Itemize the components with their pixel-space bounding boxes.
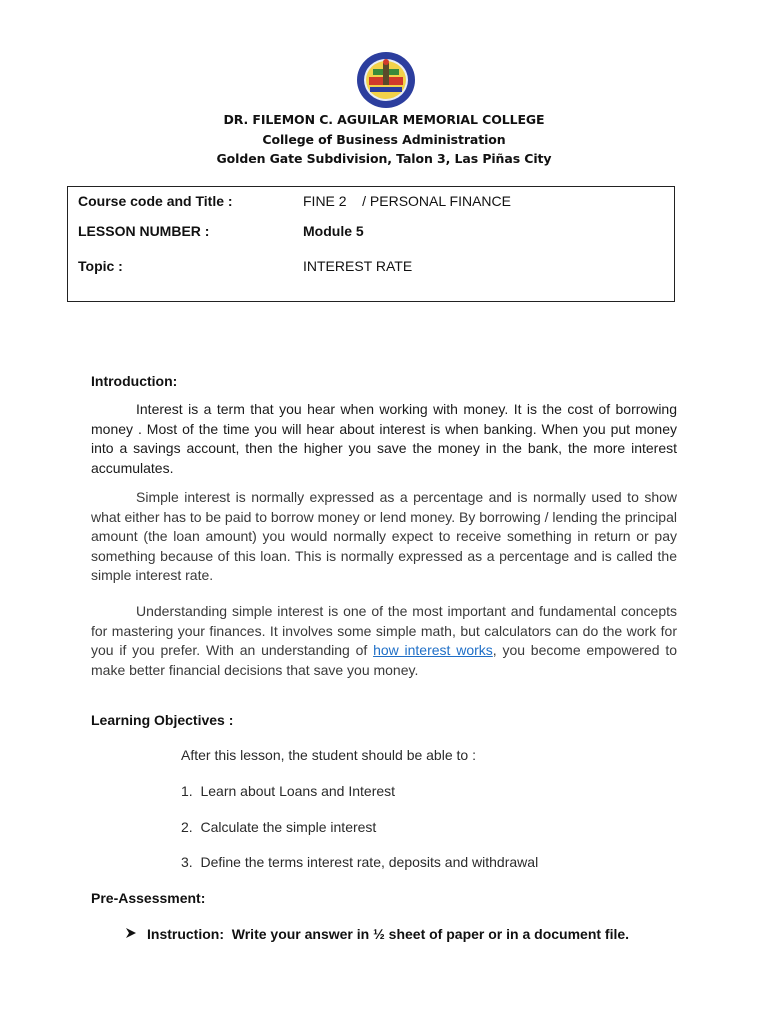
how-interest-works-link[interactable]: how interest works — [373, 642, 493, 658]
college-address: Golden Gate Subdivision, Talon 3, Las Piñas City — [216, 151, 552, 166]
topic-row — [78, 258, 413, 274]
objective-item: 3. Define the terms interest rate, deposits and withdrawal — [181, 854, 539, 870]
college-seal-icon — [356, 51, 416, 109]
objectives-intro: After this lesson, the student should be able to : — [181, 747, 476, 763]
pre-assessment-heading: Pre-Assessment: — [91, 890, 206, 906]
objective-item: 2. Calculate the simple interest — [181, 819, 377, 835]
department-name: College of Business Administration — [262, 131, 506, 147]
instruction-text: Instruction: Write your answer in ½ sheet of paper or in a document file. — [147, 926, 630, 942]
college-name: DR. FILEMON C. AGUILAR MEMORIAL COLLEGE — [223, 112, 545, 127]
intro-paragraph-1-text: Interest is a term that you hear when working with money. It is the cost of borrowing money . Most of the time you will hear about interest is when banking. When you put money into a savings account, then the higher you save the money in the bank, the more interest accumulates. — [91, 401, 677, 476]
intro-paragraph-1 — [91, 400, 677, 478]
introduction-heading: Introduction: — [91, 373, 178, 389]
intro-paragraph-2-text: Simple interest is normally expressed as a percentage and is normally used to show what either has to be paid to borrow money or lend money. By borrowing / lending the principal amount (the loan amount) you would normally expect to receive something in return or pay something because of this loan. This is normally expressed as a percentage and is called the simple interest rate. — [91, 489, 677, 583]
intro-paragraph-3-text: Understanding simple interest is one of the most important and fundamental concepts for mastering your finances. It involves some simple math, but calculators can do the work for you if you prefer. With an understanding of — [91, 603, 677, 658]
lesson-label: LESSON NUMBER : — [78, 223, 210, 239]
learning-objectives-heading: Learning Objectives : — [91, 712, 234, 728]
lesson-value: Module 5 — [303, 223, 364, 239]
objective-item: 1. Learn about Loans and Interest — [181, 783, 396, 799]
course-label: Course code and Title : — [78, 193, 233, 209]
course-row — [78, 193, 511, 209]
intro-paragraph-2 — [91, 488, 677, 586]
course-value: FINE 2 / PERSONAL FINANCE — [303, 193, 511, 209]
arrow-bullet-icon — [125, 926, 147, 942]
lesson-row — [78, 223, 364, 239]
topic-label: Topic : — [78, 258, 123, 274]
instruction-line — [125, 926, 629, 942]
college-header — [0, 110, 768, 169]
course-info-box — [67, 186, 675, 302]
topic-value: INTEREST RATE — [303, 258, 413, 274]
intro-paragraph-3 — [91, 602, 677, 680]
intro-paragraph-3-end: , you become empowered to make better financial decisions that save you money. — [91, 642, 677, 678]
